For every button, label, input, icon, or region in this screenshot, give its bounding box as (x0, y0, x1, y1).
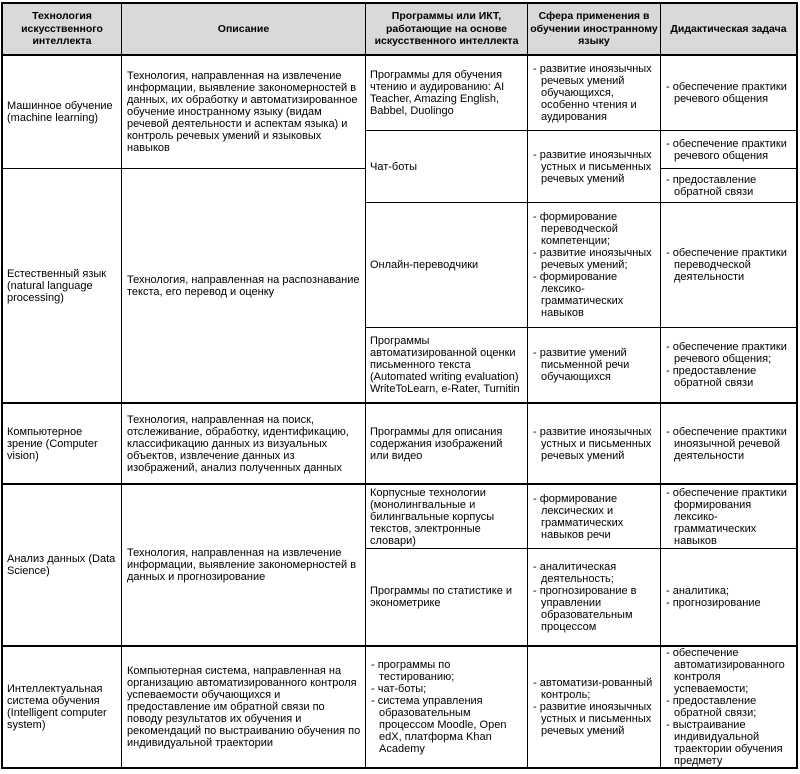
task-item: - обеспечение автоматизированного контроля успеваемости; (666, 647, 785, 695)
application-cell (528, 203, 660, 327)
application-item: - автоматизи-рованный контроль; (533, 677, 653, 701)
tech-desc-data-science: Технология, направленная на извлечение информации, выявление закономерностей в данных и прогнозирование (122, 484, 365, 645)
application-item: - прогнозирование в управлении образовательным процессом (533, 585, 637, 633)
program-cell-chatbots: Чат-боты (366, 131, 527, 202)
tech-name-data-science: Анализ данных (Data Science) (3, 484, 121, 645)
application-cell (528, 646, 660, 767)
task-item: - обеспечение практики формирования лексико-грамматических навыков (666, 486, 787, 547)
program-cell-awe: Программы автоматизированной оценки письменного текста (Automated writing evaluation) WriteToLearn, e-Rater, Turnitin (366, 328, 527, 402)
tech-name-machine-learning: Машинное обучение (machine learning) (3, 56, 121, 168)
program-item: - чат-боты; (371, 683, 427, 695)
application-item: - формирование переводческой компетенции; (533, 211, 618, 247)
program-cell-corpus: Корпусные технологии (монолингвальные и билингвальные корпусы текстов, электронные словари) (366, 484, 527, 548)
task-item: - обеспечение практики переводческой деятельности (666, 247, 787, 283)
tech-desc-nlp: Технология, направленная на распознавание текста, его перевод и оценку (122, 169, 365, 402)
tech-name-computer-vision: Компьютерное зрение (Computer vision) (3, 403, 121, 483)
header-cell-programs: Программы или ИКТ, работающие на основе искусственного интеллекта (366, 4, 527, 55)
application-item: - развитие иноязычных устных и письменных речевых умений (533, 701, 652, 737)
program-cell-reading-apps: Программы для обучения чтению и аудированию: AI Teacher, Amazing English, Babbel, Duolingo (366, 56, 527, 130)
application-item: - развитие умений письменной речи обучающихся (533, 347, 630, 383)
task-item: - обеспечение практики речевого общения (666, 81, 787, 105)
application-item: - формирование лексико-грамматических навыков (533, 271, 624, 319)
task-item: - обеспечение практики иноязычной речевой деятельности (666, 425, 787, 462)
application-cell (528, 403, 660, 483)
task-cell (661, 484, 796, 548)
task-item: - обеспечение практики речевого общения (666, 137, 787, 162)
tech-name-intelligent-system: Интеллектуальная система обучения (Intelligent computer system) (3, 646, 121, 767)
application-cell (528, 328, 660, 402)
task-item: - прогнозирование (666, 597, 761, 609)
task-cell (661, 131, 796, 168)
task-item: - предоставление обратной связи (666, 173, 757, 198)
program-cell-lms (366, 646, 527, 767)
application-cell (528, 131, 660, 202)
tech-desc-intelligent-system: Компьютерная система, направленная на организацию автоматизированного контроля успеваемости обучающихся и предоставление им обратной связи по поводу результатов их обучения и рекомендаций по выстраиванию обучения по индивидуальной траектории (122, 646, 365, 767)
task-item: - обеспечение практики речевого общения; (666, 341, 787, 365)
task-cell (661, 328, 796, 402)
task-cell (661, 56, 796, 130)
task-cell (661, 403, 796, 483)
header-cell-application: Сфера применения в обучении иностранному языку (528, 4, 660, 55)
application-cell (528, 549, 660, 645)
program-cell-statistics: Программы по статистике и эконометрике (366, 549, 527, 645)
program-item: - система управления образовательным процессом Moodle, Open edX, платформа Khan Academy (371, 695, 507, 755)
task-cell (661, 169, 796, 202)
task-item: - предоставление обратной связи; (666, 695, 757, 719)
tech-desc-computer-vision: Технология, направленная на поиск, отслеживание, обработку, идентификацию, классификацию данных из визуальных объектов, извлечение данных из изображений, анализ полученных данных (122, 403, 365, 483)
ai-technologies-table (1, 2, 798, 769)
task-cell (661, 203, 796, 327)
task-cell (661, 549, 796, 645)
header-cell-description: Описание (122, 4, 365, 55)
application-item: - развитие иноязычных устных и письменных речевых умений (533, 425, 652, 462)
tech-name-nlp: Естественный язык (natural language processing) (3, 169, 121, 402)
task-cell (661, 646, 796, 767)
application-item: - аналитическая деятельность; (533, 561, 617, 585)
tech-desc-machine-learning: Технология, направленная на извлечение информации, выявление закономерностей в данных, их обработку и автоматизированное обучение иностранному языку (видам речевой деятельности и аспектам языка) и контроль речевых умений и языковых навыков (122, 56, 365, 168)
application-item: - развитие иноязычных устных и письменных речевых умений (533, 148, 652, 185)
application-item: - развитие иноязычных речевых умений; (533, 247, 652, 271)
header-cell-didactic-task: Дидактическая задача (661, 4, 796, 55)
header-cell-technology: Технология искусственного интеллекта (3, 4, 121, 55)
application-item: - развитие иноязычных речевых умений обучающихся, особенно чтения и аудирования (533, 63, 652, 123)
application-item: - формирование лексических и грамматических навыков речи (533, 492, 624, 541)
program-cell-translators: Онлайн-переводчики (366, 203, 527, 327)
task-item: - выстраивание индивидуальной траектории обучения предмету (666, 719, 783, 767)
task-item: - предоставление обратной связи (666, 365, 757, 389)
program-cell-image-description: Программы для описания содержания изображений или видео (366, 403, 527, 483)
task-item: - аналитика; (666, 585, 730, 597)
application-cell (528, 484, 660, 548)
application-cell (528, 56, 660, 130)
program-item: - программы по тестированию; (371, 659, 455, 683)
